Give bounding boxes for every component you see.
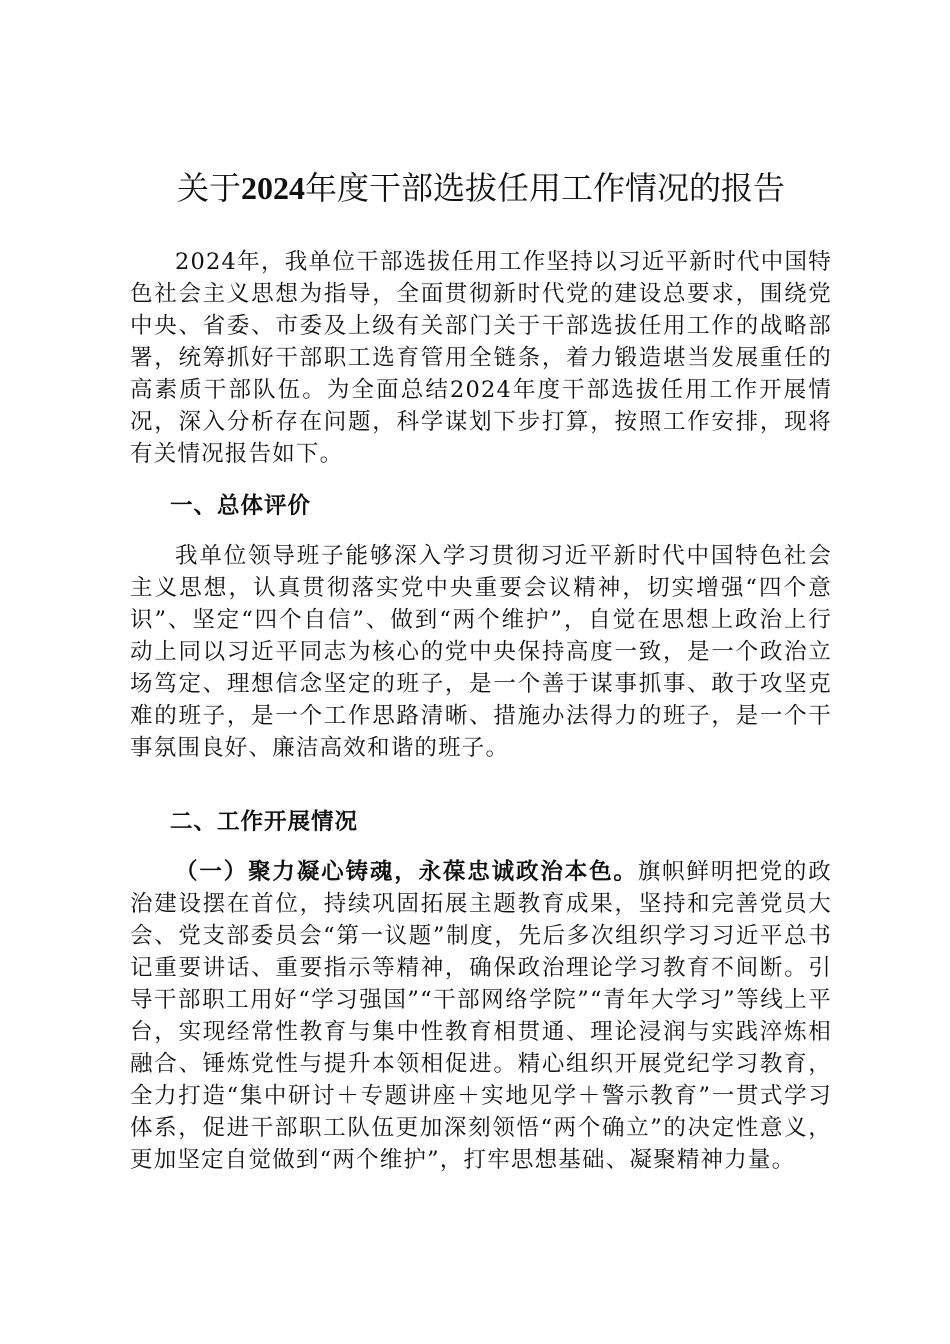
document-page: [130, 166, 832, 1176]
subsection-lead: （一）聚力凝心铸魂，永葆忠诚政治本色。: [175, 859, 638, 885]
document-title: [130, 166, 832, 210]
title-year: 2024: [241, 170, 305, 206]
intro-paragraph: 2024年，我单位干部选拔任用工作坚持以习近平新时代中国特色社会主义思想为指导，全面贯彻新时代党的建设总要求，围绕党中央、省委、市委及上级有关部门关于干部选拔任用工作的战略部署，统筹抓好干部职工选育管用全链条，着力锻造堪当发展重任的高素质干部队伍。为全面总结2024年度干部选拔任用工作开展情况，深入分析存在问题，科学谋划下步打算，按照工作安排，现将有关情况报告如下。: [130, 249, 832, 467]
title-suffix: 年度干部选拔任用工作情况的报告: [305, 169, 786, 207]
section-heading-work-progress: 二、工作开展情况: [170, 809, 359, 835]
section-heading-overall-evaluation: 一、总体评价: [170, 493, 312, 519]
subsection-body: 旗帜鲜明把党的政治建设摆在首位，持续巩固拓展主题教育成果，坚持和完善党员大会、党支部委员会“第一议题”制度，先后多次组织学习习近平总书记重要讲话、重要指示等精神，确保政治理论学习教育不间断。引导干部职工用好“学习强国”“干部网络学院”“青年大学习”等线上平台，实现经常性教育与集中性教育相贯通、理论浸润与实践淬炼相融合、锤炼党性与提升本领相促进。精心组织开展党纪学习教育，全力打造“集中研讨＋专题讲座＋实地见学＋警示教育”一贯式学习体系，促进干部职工队伍更加深刻领悟“两个确立”的决定性意义，更加坚定自觉做到“两个维护”，打牢思想基础、凝聚精神力量。: [130, 859, 832, 1173]
subsection-paragraph-political: [130, 856, 832, 1176]
overall-evaluation-paragraph: 我单位领导班子能够深入学习贯彻习近平新时代中国特色社会主义思想，认真贯彻落实党中央重要会议精神，切实增强“四个意识”、坚定“四个自信”、做到“两个维护”，自觉在思想上政治上行动上同以习近平同志为核心的党中央保持高度一致，是一个政治立场笃定、理想信念坚定的班子，是一个善于谋事抓事、敢于攻坚克难的班子，是一个工作思路清晰、措施办法得力的班子，是一个干事氛围良好、廉洁高效和谐的班子。: [130, 543, 832, 761]
title-prefix: 关于: [176, 169, 241, 207]
section-spacer: [130, 764, 832, 786]
